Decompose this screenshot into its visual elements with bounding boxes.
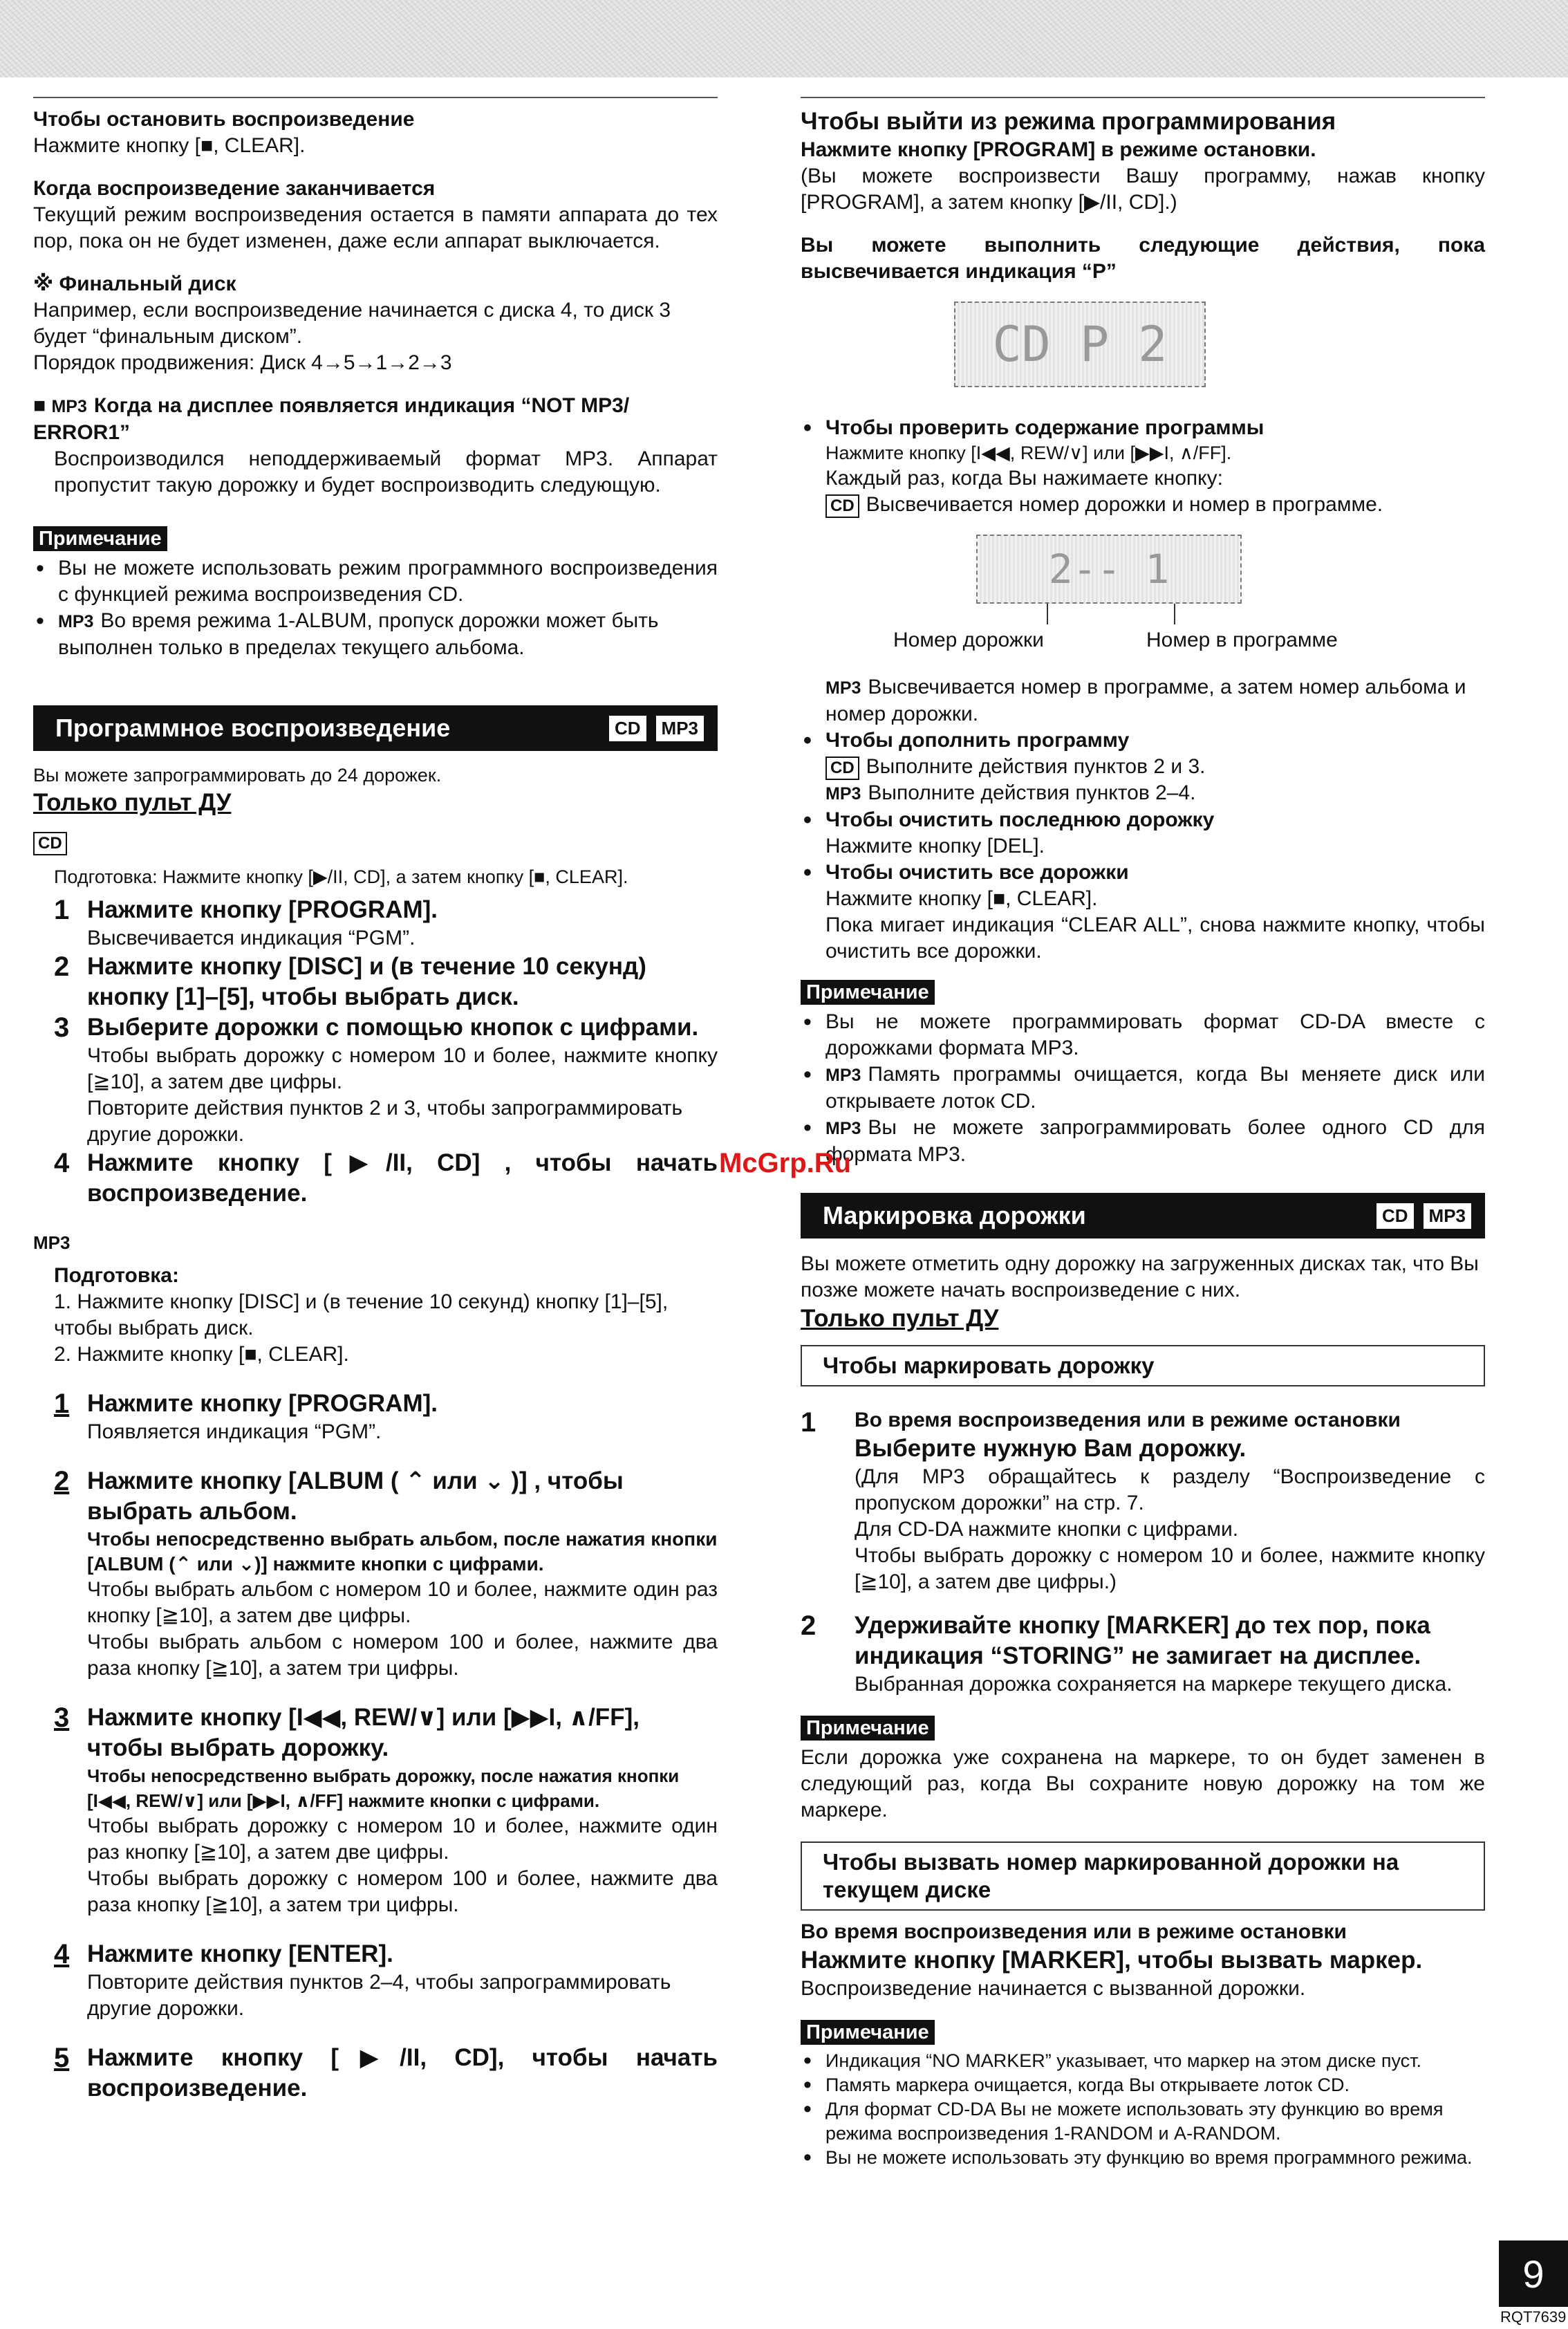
marker-intro: Вы можете отметить одну дорожку на загруженных дисках так, что Вы позже можете начать воспроизведение с них. xyxy=(801,1252,1479,1301)
check-mp3-text: Высвечивается номер в программе, а затем номер альбома и номер дорожки. xyxy=(825,676,1466,725)
cd-step-3 xyxy=(33,1012,718,1148)
note-item: • Для формат CD-DA Вы не можете использовать эту функцию во время режима воспроизведения 1-RANDOM и A-RANDOM. xyxy=(801,2097,1485,2146)
step-number: 1 xyxy=(54,1389,70,1419)
cd-badge: CD xyxy=(1376,1203,1414,1229)
mp3-step-1 xyxy=(33,1389,718,1445)
not-mp3-text: Воспроизводился неподдерживаемый формат MP3. Аппарат пропустит такую дорожку и будет воспроизводить следующую. xyxy=(54,447,718,497)
while-p-text: Вы можете выполнить следующие действия, пока высвечивается индикация “P” xyxy=(801,234,1485,283)
cd-step-1 xyxy=(33,895,718,952)
step-body: Чтобы выбрать дорожку с номером 100 и более, нажмите два раза кнопку [≧10], а затем три цифры. xyxy=(87,1867,718,1916)
step-title: Нажмите кнопку [PROGRAM]. xyxy=(87,1390,438,1417)
step-body: Чтобы выбрать альбом с номером 100 и более, нажмите два раза кнопку [≧10], а затем три цифры. xyxy=(87,1631,718,1680)
clear-all-text: Нажмите кнопку [■, CLEAR]. xyxy=(825,887,1098,910)
step-title: Нажмите кнопку [▶/II, CD], чтобы начать воспроизведение. xyxy=(87,2044,718,2101)
stop-title: Чтобы остановить воспроизведение xyxy=(33,108,415,131)
step-title: Нажмите кнопку [ENTER]. xyxy=(87,1940,393,1967)
note-label: Примечание xyxy=(801,1716,935,1741)
note-label: Примечание xyxy=(801,980,935,1005)
step-body: Чтобы выбрать дорожку с номером 10 и более, нажмите кнопку [≧10], а затем две цифры. xyxy=(87,1044,718,1093)
add-mp3 xyxy=(801,780,1485,807)
step-number: 2 xyxy=(54,1466,70,1496)
mp3-tag: MP3 xyxy=(825,784,861,804)
recall-pre: Во время воспроизведения или в режиме остановки xyxy=(801,1920,1347,1943)
mp3-tag: MP3 xyxy=(825,678,861,698)
note-label: Примечание xyxy=(801,2020,935,2045)
not-mp3-heading: ■ MP3 Когда на дисплее появляется индикация “NOT MP3/ ERROR1” xyxy=(33,394,630,444)
step-number: 1 xyxy=(54,895,70,925)
mp3-tag: MP3 xyxy=(51,397,87,416)
cd-step-2 xyxy=(33,952,718,1012)
note-label: Примечание xyxy=(33,526,167,551)
step-number: 3 xyxy=(54,1702,70,1733)
left-column xyxy=(33,97,718,2104)
check-mp3 xyxy=(801,674,1485,727)
cd-badge: CD xyxy=(609,716,646,741)
add-cd xyxy=(801,754,1485,780)
clear-all-title: • Чтобы очистить все дорожки xyxy=(801,860,1485,886)
note-item xyxy=(801,1061,1485,1115)
end-title: Когда воспроизведение заканчивается xyxy=(33,177,436,200)
display-lcd-track: 2-- 1 xyxy=(976,535,1242,604)
mp3-step-4 xyxy=(33,1939,718,2022)
note-item: • Вы не можете использовать эту функцию во время программного режима. xyxy=(801,2146,1485,2170)
check-line3-text: Высвечивается номер дорожки и номер в программе. xyxy=(866,493,1383,516)
cd-step-4 xyxy=(33,1148,718,1209)
mp3-step-2 xyxy=(33,1466,718,1682)
final-disc-title: ※ Финальный диск xyxy=(33,272,236,295)
divider xyxy=(33,97,718,98)
note-item: • Память маркера очищается, когда Вы открываете лоток CD. xyxy=(801,2073,1485,2097)
marker-step-2 xyxy=(801,1611,1485,1698)
clear-all-text2: Пока мигает индикация “CLEAR ALL”, снова нажмите кнопку, чтобы очистить все дорожки. xyxy=(825,913,1485,963)
exit-text: (Вы можете воспроизвести Вашу программу, нажав кнопку [PROGRAM], а затем кнопку [▶/II, CD].) xyxy=(801,165,1485,214)
recall-marker-box: Чтобы вызвать номер маркированной дорожки на текущем диске xyxy=(801,1841,1485,1911)
divider xyxy=(801,97,1485,98)
step-body: (Для MP3 обращайтесь к разделу “Воспроизведение с пропуском дорожки” на стр. 7. xyxy=(855,1465,1485,1514)
step-bold: Чтобы непосредственно выбрать альбом, после нажатия кнопки [ALBUM (⌃ или ⌄)] нажмите кнопки с цифрами. xyxy=(87,1528,718,1575)
note-item xyxy=(33,608,718,661)
right-column xyxy=(801,97,1485,2170)
step-number: 1 xyxy=(801,1407,816,1438)
scan-header-band xyxy=(0,0,1568,77)
check-line3 xyxy=(801,492,1485,518)
step-title: Выберите нужную Вам дорожку. xyxy=(855,1435,1247,1462)
end-text: Текущий режим воспроизведения остается в памяти аппарата до тех пор, пока он не будет изменен, даже если аппарат выключается. xyxy=(33,203,718,252)
step-body: Высвечивается индикация “PGM”. xyxy=(87,927,416,949)
mp3-badge: MP3 xyxy=(1424,1203,1471,1229)
step-number: 4 xyxy=(54,1939,70,1969)
step-body: Повторите действия пунктов 2–4, чтобы запрограммировать другие дорожки. xyxy=(87,1971,671,2020)
step-number: 2 xyxy=(801,1611,816,1641)
prep-mp3-title: Подготовка: xyxy=(54,1264,179,1287)
mp3-badge: MP3 xyxy=(656,716,704,741)
exit-title: Чтобы выйти из режима программирования xyxy=(801,108,1336,135)
step-title: Выберите дорожки с помощью кнопок с цифрами. xyxy=(87,1014,699,1041)
section-header-program xyxy=(33,705,718,751)
program-number-label: Номер в программе xyxy=(1146,629,1338,651)
cd-tag: CD xyxy=(33,832,67,855)
remote-only-heading: Только пульт ДУ xyxy=(801,1305,999,1332)
final-disc-line1: Например, если воспроизведение начинается с диска 4, то диск 3 будет “финальным диском”. xyxy=(33,299,671,348)
step-title: Нажмите кнопку [PROGRAM]. xyxy=(87,896,438,923)
step-title: Удерживайте кнопку [MARKER] до тех пор, пока индикация “STORING” не замигает на дисплее. xyxy=(855,1612,1430,1669)
mp3-tag: MP3 xyxy=(825,1119,861,1138)
recall-text: Воспроизведение начинается с вызванной дорожки. xyxy=(801,1977,1306,2000)
step-title: Нажмите кнопку [I◀◀, REW/∨] или [▶▶I, ∧/FF], чтобы выбрать дорожку. xyxy=(87,1704,640,1761)
clear-last-title: • Чтобы очистить последнюю дорожку xyxy=(801,807,1485,833)
step-body: Выбранная дорожка сохраняется на маркере текущего диска. xyxy=(855,1673,1453,1696)
section-header-marker xyxy=(801,1193,1485,1238)
mp3-step-5 xyxy=(33,2043,718,2104)
page-number: 9 xyxy=(1499,2240,1568,2307)
remote-only-heading: Только пульт ДУ xyxy=(33,789,232,816)
watermark: McGrp.Ru xyxy=(719,1148,852,1178)
step-title: Нажмите кнопку [▶/II, CD] , чтобы начать воспроизведение. xyxy=(87,1149,718,1207)
add-cd-text: Выполните действия пунктов 2 и 3. xyxy=(866,755,1206,778)
mp3-tag: MP3 xyxy=(58,612,94,631)
check-line2: Каждый раз, когда Вы нажимаете кнопку: xyxy=(825,467,1223,490)
marker-step-1 xyxy=(801,1407,1485,1595)
cd-tag: CD xyxy=(825,757,859,780)
recall-title: Нажмите кнопку [MARKER], чтобы вызвать маркер. xyxy=(801,1947,1423,1974)
note-text: Если дорожка уже сохранена на маркере, то он будет заменен в следующий раз, когда Вы сохраните новую дорожку на том же маркере. xyxy=(801,1746,1485,1821)
step-body: Повторите действия пунктов 2 и 3, чтобы запрограммировать другие дорожки. xyxy=(87,1097,683,1146)
step-body: Чтобы выбрать дорожку с номером 10 и более, нажмите один раз кнопку [≧10], а затем две цифры. xyxy=(87,1815,718,1864)
step-pre: Во время воспроизведения или в режиме остановки xyxy=(855,1409,1401,1431)
section-title: Маркировка дорожки xyxy=(823,1201,1086,1230)
check-title: • Чтобы проверить содержание программы xyxy=(801,415,1485,441)
final-disc-line2: Порядок продвижения: Диск 4→5→1→2→3 xyxy=(33,351,452,374)
note-item: • Вы не можете программировать формат CD-DA вместе с дорожками формата MP3. xyxy=(801,1009,1485,1061)
prep-mp3-item: 2. Нажмите кнопку [■, CLEAR]. xyxy=(54,1343,349,1366)
lcd-labels xyxy=(801,604,1485,653)
section-title: Программное воспроизведение xyxy=(55,714,451,742)
program-intro: Вы можете запрограммировать до 24 дорожек. xyxy=(33,765,442,786)
display-lcd-p: CD P 2 xyxy=(954,301,1206,387)
note-item: • Вы не можете использовать режим программного воспроизведения с функцией режима воспроизведения CD. xyxy=(33,555,718,608)
step-body: Для CD-DA нажмите кнопки с цифрами. xyxy=(855,1518,1239,1541)
mp3-tag: MP3 xyxy=(33,1232,71,1253)
step-body: Чтобы выбрать альбом с номером 10 и более, нажмите один раз кнопку [≧10], а затем две цифры. xyxy=(87,1578,718,1627)
step-number: 2 xyxy=(54,952,70,982)
doc-code: RQT7639 xyxy=(1500,2308,1567,2326)
mp3-step-3 xyxy=(33,1702,718,1918)
step-title: Нажмите кнопку [ALBUM ( ⌃ или ⌄ )] , чтобы выбрать альбом. xyxy=(87,1467,624,1525)
note-item-text: Память программы очищается, когда Вы меняете диск или открываете лоток CD. xyxy=(825,1063,1485,1113)
exit-sub: Нажмите кнопку [PROGRAM] в режиме остановки. xyxy=(801,138,1316,161)
check-line1: Нажмите кнопку [I◀◀, REW/∨] или [▶▶I, ∧/FF]. xyxy=(825,443,1232,463)
not-mp3-title: Когда на дисплее появляется индикация “NOT MP3/ ERROR1” xyxy=(33,394,630,444)
cd-tag: CD xyxy=(825,494,859,518)
step-number: 3 xyxy=(54,1012,70,1043)
step-body: Чтобы выбрать дорожку с номером 10 и более, нажмите кнопку [≧10], а затем две цифры.) xyxy=(855,1544,1485,1593)
add-title: • Чтобы дополнить программу xyxy=(801,727,1485,754)
step-body: Появляется индикация “PGM”. xyxy=(87,1420,382,1443)
note-item: • Индикация “NO MARKER” указывает, что маркер на этом диске пуст. xyxy=(801,2049,1485,2073)
clear-last-text: Нажмите кнопку [DEL]. xyxy=(825,835,1045,857)
note-item xyxy=(801,1115,1485,1168)
step-number: 5 xyxy=(54,2043,70,2073)
note-item-text: Во время режима 1-ALBUM, пропуск дорожки может быть выполнен только в пределах текущего альбома. xyxy=(58,609,659,659)
prep-cd: Подготовка: Нажмите кнопку [▶/II, CD], а затем кнопку [■, CLEAR]. xyxy=(54,866,628,887)
note-item-text: Вы не можете запрограммировать более одного CD для формата MP3. xyxy=(825,1116,1485,1166)
step-bold: Чтобы непосредственно выбрать дорожку, после нажатия кнопки [I◀◀, REW/∨] или [▶▶I, ∧/FF] нажмите кнопки с цифрами. xyxy=(87,1765,680,1811)
track-number-label: Номер дорожки xyxy=(893,629,1044,651)
stop-text: Нажмите кнопку [■, CLEAR]. xyxy=(33,134,306,157)
mark-track-box: Чтобы маркировать дорожку xyxy=(801,1345,1485,1386)
step-title: Нажмите кнопку [DISC] и (в течение 10 секунд) кнопку [1]–[5], чтобы выбрать диск. xyxy=(87,953,646,1010)
prep-mp3-item: 1. Нажмите кнопку [DISC] и (в течение 10 секунд) кнопку [1]–[5], чтобы выбрать диск. xyxy=(54,1290,669,1339)
step-number: 4 xyxy=(54,1148,70,1178)
add-mp3-text: Выполните действия пунктов 2–4. xyxy=(868,781,1196,804)
mp3-tag: MP3 xyxy=(825,1066,861,1085)
